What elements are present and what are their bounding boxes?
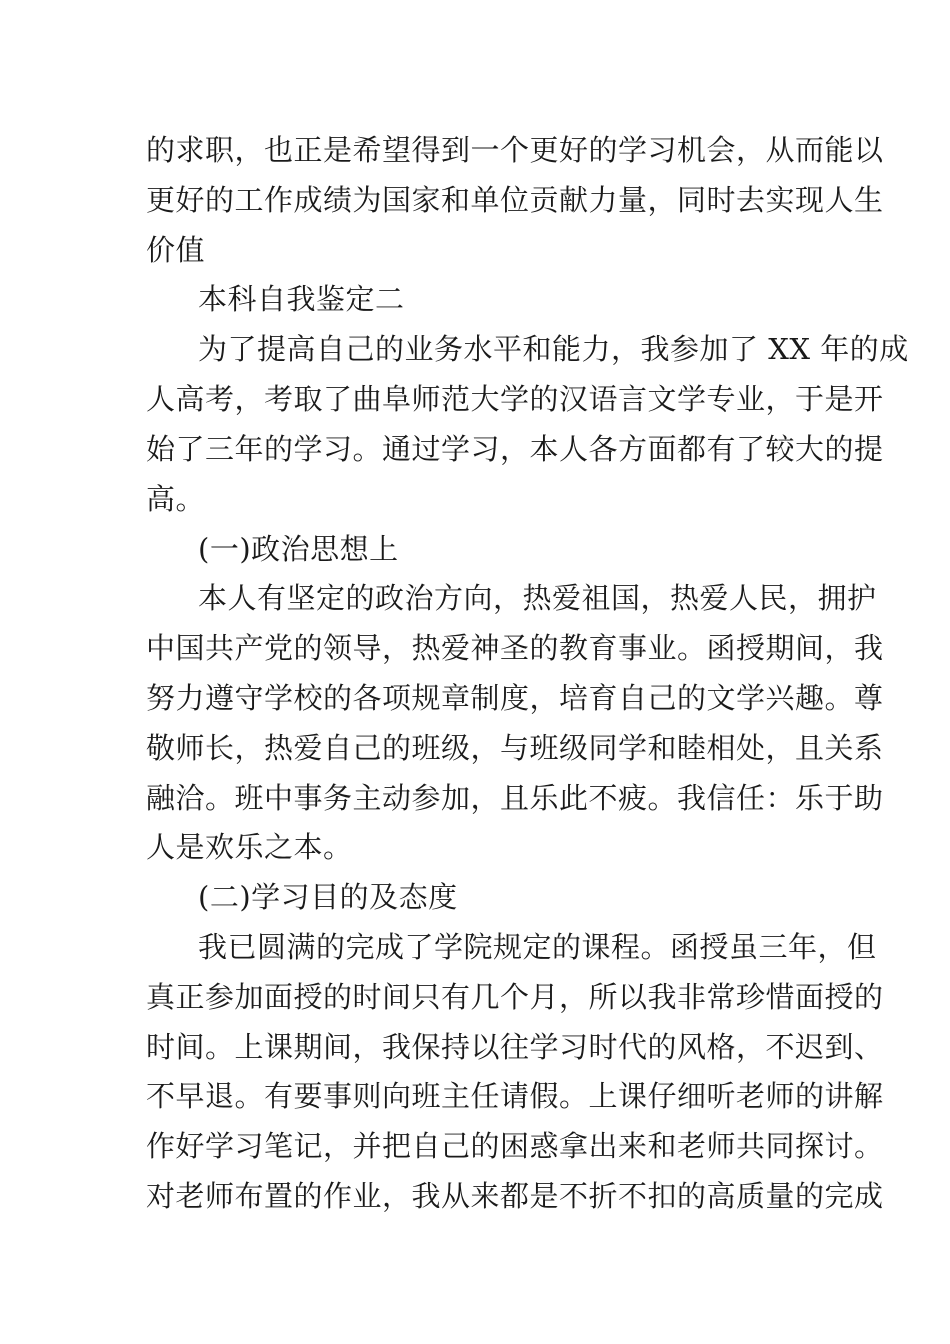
text-line: 始了三年的学习。通过学习，本人各方面都有了较大的提 xyxy=(146,432,884,466)
text-line: 敬师长，热爱自己的班级，与班级同学和睦相处，且关系 xyxy=(146,731,884,765)
text-line: 人是欢乐之本。 xyxy=(146,830,353,864)
text-line: 高。 xyxy=(146,482,206,516)
text-line: 融洽。班中事务主动参加，且乐此不疲。我信任：乐于助 xyxy=(146,781,884,815)
text-line: 真正参加面授的时间只有几个月，所以我非常珍惜面授的 xyxy=(146,980,884,1014)
text-line: 时间。上课期间，我保持以往学习时代的风格，不迟到、 xyxy=(146,1030,884,1064)
section-heading: 本科自我鉴定二 xyxy=(198,282,405,316)
text-line: 中国共产党的领导，热爱神圣的教育事业。函授期间，我 xyxy=(146,631,884,665)
text-line: 的求职，也正是希望得到一个更好的学习机会，从而能以 xyxy=(146,133,884,167)
subsection-heading: (二)学习目的及态度 xyxy=(198,880,458,914)
text-line: 更好的工作成绩为国家和单位贡献力量，同时去实现人生 xyxy=(146,183,884,217)
text-line: 为了提高自己的业务水平和能力，我参加了 XX 年的成 xyxy=(198,332,909,366)
subsection-heading: (一)政治思想上 xyxy=(198,532,399,566)
text-line: 不早退。有要事则向班主任请假。上课仔细听老师的讲解 xyxy=(146,1079,884,1113)
text-line: 人高考，考取了曲阜师范大学的汉语言文学专业，于是开 xyxy=(146,382,884,416)
text-line: 努力遵守学校的各项规章制度，培育自己的文学兴趣。尊 xyxy=(146,681,884,715)
text-line: 作好学习笔记，并把自己的困惑拿出来和老师共同探讨。 xyxy=(146,1129,884,1163)
text-line: 我已圆满的完成了学院规定的课程。函授虽三年，但 xyxy=(198,930,877,964)
text-line: 本人有坚定的政治方向，热爱祖国，热爱人民，拥护 xyxy=(198,581,877,615)
text-line: 对老师布置的作业，我从来都是不折不扣的高质量的完成 xyxy=(146,1179,884,1213)
text-line: 价值 xyxy=(146,233,206,267)
